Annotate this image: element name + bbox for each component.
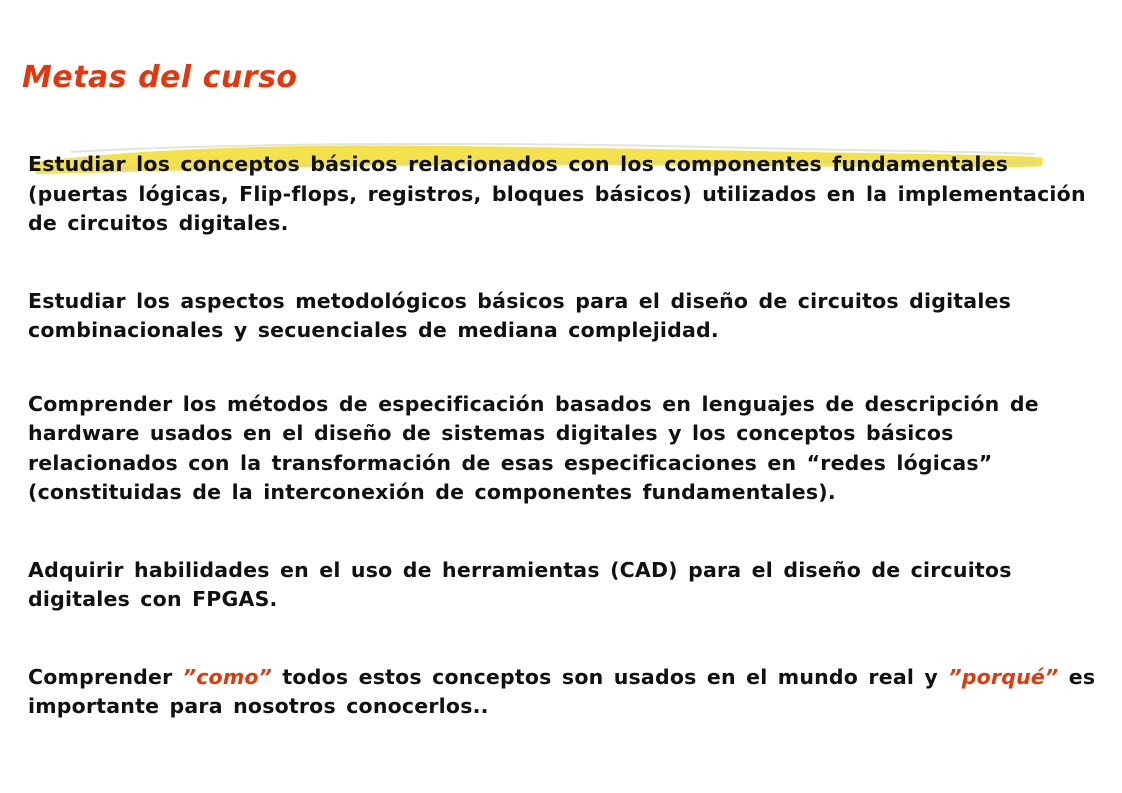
emphasis-como: ”como” (182, 664, 273, 689)
goal-item: Comprender los métodos de especificación basados en lenguajes de descripción de hardware usados en el diseño de sistemas digitales y los conceptos básicos relacionados con la transformación de esas especificaciones en “redes lógicas” (constituidas de la interconexión de componentes fundamentales). (28, 391, 1039, 504)
goal-item-final (28, 663, 1098, 722)
goals-list (28, 150, 1098, 722)
goal-text: es importante para nosotros conocerlos.. (28, 664, 1096, 718)
goal-item: Estudiar los aspectos metodológicos básicos para el diseño de circuitos digitales combinacionales y secuenciales de mediana complejidad. (28, 288, 1012, 342)
goal-item: Estudiar los conceptos básicos relacionados con los componentes fundamentales (puertas lógicas, Flip-flops, registros, bloques básicos) utilizados en la implementación de circuitos digitales. (28, 152, 1086, 235)
goal-text: Comprender (28, 664, 183, 689)
slide-title: Metas del curso (22, 60, 298, 95)
goal-text: todos estos conceptos son usados en el mundo real y (272, 664, 949, 689)
goal-item: Adquirir habilidades en el uso de herramientas (CAD) para el diseño de circuitos digitales con FPGAS. (28, 557, 1012, 611)
emphasis-porque: ”porqué” (948, 664, 1059, 689)
